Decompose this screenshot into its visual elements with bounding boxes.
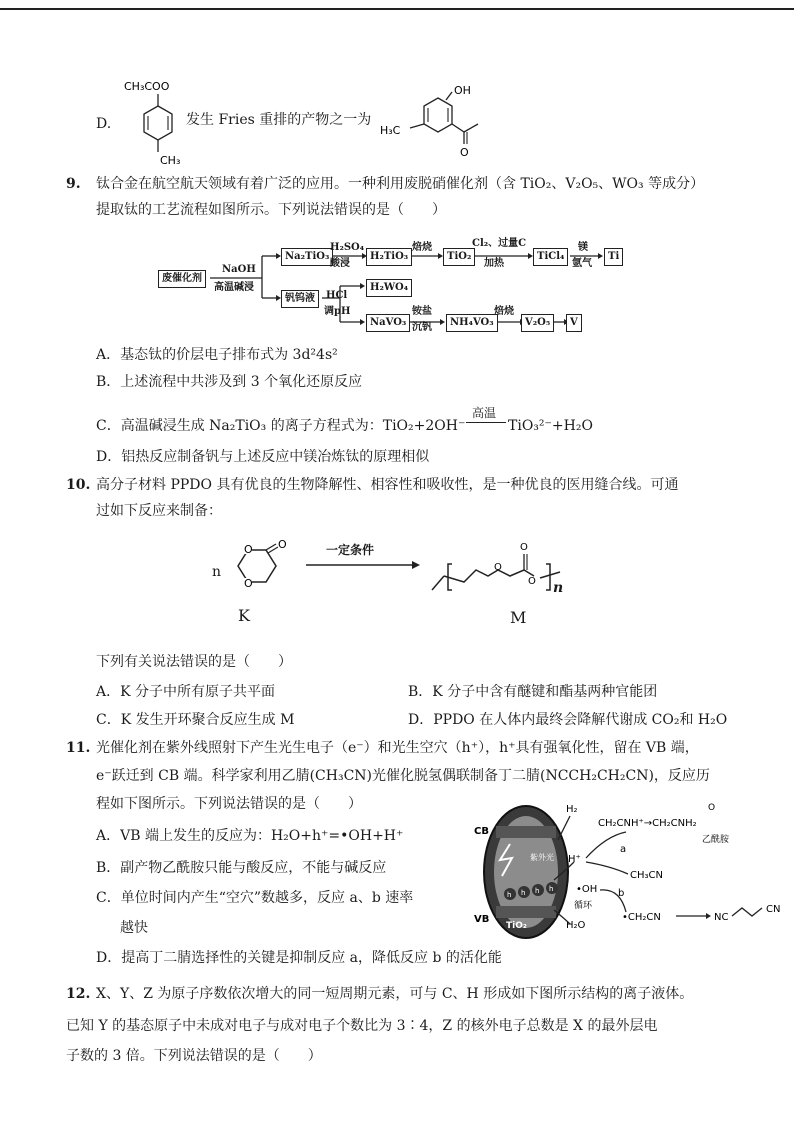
flow-ti-box: Ti bbox=[604, 248, 623, 266]
flow-heat: 加热 bbox=[484, 258, 504, 269]
hole-1: h bbox=[507, 891, 512, 899]
q9-number: 9. bbox=[66, 176, 81, 192]
flow-cl2: Cl₂、过量C bbox=[472, 238, 527, 249]
ch3cn-label: CH₃CN bbox=[630, 870, 663, 881]
svg-text:O: O bbox=[278, 538, 287, 551]
q10-number: 10. bbox=[66, 477, 91, 493]
flow-calcine1: 焙烧 bbox=[412, 242, 432, 253]
q10-line1: 高分子材料 PPDO 具有优良的生物降解性、相容性和吸收性，是一种优良的医用缝合线。可通 bbox=[96, 477, 679, 493]
q9-option-c: C．高温碱浸生成 Na₂TiO₃ 的离子方程式为：TiO₂+2OH⁻ bbox=[96, 418, 466, 434]
flow-ticl4-box: TiCl₄ bbox=[533, 248, 568, 266]
flow-start-box: 废催化剂 bbox=[158, 270, 206, 288]
q8-reactant-bottom: CH₃ bbox=[160, 154, 181, 167]
q11-line2: e⁻跃迁到 CB 端。科学家利用乙腈(CH₃CN)光催化脱氢偶联制备丁二腈(NCCH₂CH₂CN)，反应历 bbox=[96, 768, 710, 784]
hole-3: h bbox=[535, 887, 540, 895]
q8-product-structure bbox=[380, 76, 500, 166]
q9-line2: 提取钛的工艺流程如图所示。下列说法错误的是（ ） bbox=[96, 202, 446, 218]
q9-option-c-condition: 高温 bbox=[472, 406, 497, 420]
q10-option-a: A．K 分子中所有原子共平面 bbox=[96, 684, 276, 700]
q12-line2: 已知 Y 的基态原子中未成对电子与成对电子个数比为 3∶4，Z 的核外电子总数是 X 的最外层电 bbox=[66, 1018, 658, 1034]
q10-condition: 一定条件 bbox=[326, 543, 375, 557]
q9-option-b: B．上述流程中共涉及到 3 个氧化还原反应 bbox=[96, 374, 363, 390]
q10-n: n bbox=[212, 564, 222, 580]
q10-option-c: C．K 发生开环聚合反应生成 M bbox=[96, 712, 295, 728]
flow-tio2-box: TiO₂ bbox=[443, 248, 475, 266]
q10-option-b: B．K 分子中含有醚键和酯基两种官能团 bbox=[408, 684, 658, 700]
oh-radical-label: •OH bbox=[576, 884, 598, 895]
q12-line1: X、Y、Z 为原子序数依次增大的同一短周期元素，可与 C、H 形成如下图所示结构的离子液体。 bbox=[96, 986, 694, 1002]
flow-navo3-box: NaVO₃ bbox=[366, 314, 410, 332]
cn-label: CN bbox=[766, 904, 781, 915]
cycle-label: 循环 bbox=[574, 901, 593, 911]
hplus-label: H⁺ bbox=[568, 854, 581, 865]
q11-diagram bbox=[470, 800, 794, 940]
q11-option-a: A．VB 端上发生的反应为：H₂O+h⁺=•OH+H⁺ bbox=[96, 828, 404, 844]
flow-v2o5-box: V₂O₅ bbox=[521, 314, 554, 332]
q8-statement: 发生 Fries 重排的产物之一为 bbox=[186, 112, 372, 128]
flow-acid: 酸浸 bbox=[330, 258, 350, 269]
svg-text:O: O bbox=[244, 577, 253, 590]
flow-precip: 沉钒 bbox=[412, 322, 432, 333]
q10-reaction-arrow bbox=[304, 558, 424, 572]
flow-nh4vo3-box: NH₄VO₃ bbox=[446, 314, 498, 332]
amide-o: O bbox=[708, 803, 716, 813]
svg-text:O: O bbox=[244, 543, 253, 556]
h2-label: H₂ bbox=[566, 804, 578, 815]
q9-option-d: D．铝热反应制备钒与上述反应中镁冶炼钛的原理相似 bbox=[96, 449, 430, 465]
q10-line2: 过如下反应来制备： bbox=[96, 503, 222, 519]
q10-sub-n: n bbox=[553, 580, 564, 596]
nc-label: NC bbox=[714, 912, 729, 923]
q11-line3: 程如下图所示。下列说法错误的是（ ） bbox=[96, 796, 362, 812]
ch2cnh-label: CH₂CNH⁺→CH₂CNH₂ bbox=[598, 818, 697, 829]
flow-ph: 调pH bbox=[324, 306, 351, 317]
q12-line3: 子数的 3 倍。下列说法错误的是（ ） bbox=[66, 1048, 322, 1064]
svg-text:O: O bbox=[528, 576, 536, 587]
flow-h2so4: H₂SO₄ bbox=[330, 242, 365, 253]
q8-option-d-label: D. bbox=[96, 116, 112, 132]
q11-option-c: C．单位时间内产生“空穴”数越多，反应 a、b 速率 bbox=[96, 890, 414, 906]
q10-k-label: K bbox=[238, 606, 250, 625]
svg-text:O: O bbox=[520, 542, 528, 553]
flow-v-box: V bbox=[566, 314, 582, 332]
vb-label: VB bbox=[474, 914, 490, 925]
h2o-label: H₂O bbox=[566, 920, 586, 931]
reaction-b-label: b bbox=[618, 888, 625, 899]
hole-4: h bbox=[549, 885, 554, 893]
flow-mg: 镁 bbox=[578, 242, 588, 253]
q8-product-o: O bbox=[460, 146, 469, 159]
q11-number: 11. bbox=[66, 740, 91, 756]
q8-reactant-top: CH₃COO bbox=[124, 80, 170, 93]
cb-label: CB bbox=[474, 826, 489, 837]
q9-option-a: A．基态钛的价层电子排布式为 3d²4s² bbox=[96, 347, 338, 363]
amide-label: 乙酰胺 bbox=[702, 835, 730, 845]
q10-m-label: M bbox=[510, 608, 527, 627]
svg-text:O: O bbox=[494, 562, 502, 573]
flow-h2tio3-box: H₂TiO₃ bbox=[366, 248, 412, 266]
flow-naoh: NaOH bbox=[222, 264, 256, 275]
flow-hcl: HCl bbox=[326, 290, 348, 301]
q11-option-d: D．提高丁二腈选择性的关键是抑制反应 a，降低反应 b 的活化能 bbox=[96, 950, 502, 966]
q11-line1: 光催化剂在紫外线照射下产生光生电子（e⁻）和光生空穴（h⁺），h⁺具有强氧化性，留在 VB 端， bbox=[96, 740, 699, 756]
flow-vw-box: 钒钨液 bbox=[281, 290, 319, 308]
q12-number: 12. bbox=[66, 986, 91, 1002]
q8-product-me: H₃C bbox=[380, 124, 401, 137]
flow-calcine2: 焙烧 bbox=[494, 306, 514, 317]
ch2cn-radical-label: •CH₂CN bbox=[622, 912, 661, 923]
flow-alkali: 高温碱浸 bbox=[214, 282, 254, 293]
q10-question: 下列有关说法错误的是（ ） bbox=[96, 654, 292, 670]
flow-na2tio3-box: Na₂TiO₃ bbox=[281, 248, 333, 266]
hole-2: h bbox=[521, 889, 526, 897]
uv-label: 紫外光 bbox=[530, 853, 554, 862]
top-rule bbox=[0, 8, 794, 10]
flow-ar: 氩气 bbox=[572, 258, 592, 269]
q11-option-b: B．副产物乙酰胺只能与酸反应，不能与碱反应 bbox=[96, 860, 387, 876]
q9-line1: 钛合金在航空航天领域有着广泛的应用。一种利用废脱硝催化剂（含 TiO₂、V₂O₅、WO₃ 等成分） bbox=[96, 176, 705, 192]
q11-option-c-cont: 越快 bbox=[120, 920, 148, 936]
flow-ammonium: 铵盐 bbox=[412, 306, 432, 317]
flow-h2wo4-box: H₂WO₄ bbox=[366, 279, 412, 297]
tio2-label: TiO₂ bbox=[506, 921, 527, 931]
q10-option-d: D．PPDO 在人体内最终会降解代谢成 CO₂和 H₂O bbox=[408, 712, 728, 728]
q8-product-oh: OH bbox=[454, 84, 471, 97]
reaction-a-label: a bbox=[620, 844, 627, 855]
q9-option-c-product: TiO₃²⁻+H₂O bbox=[508, 418, 593, 434]
q9-option-c-arrow bbox=[466, 422, 506, 423]
q10-k-structure bbox=[222, 530, 302, 610]
